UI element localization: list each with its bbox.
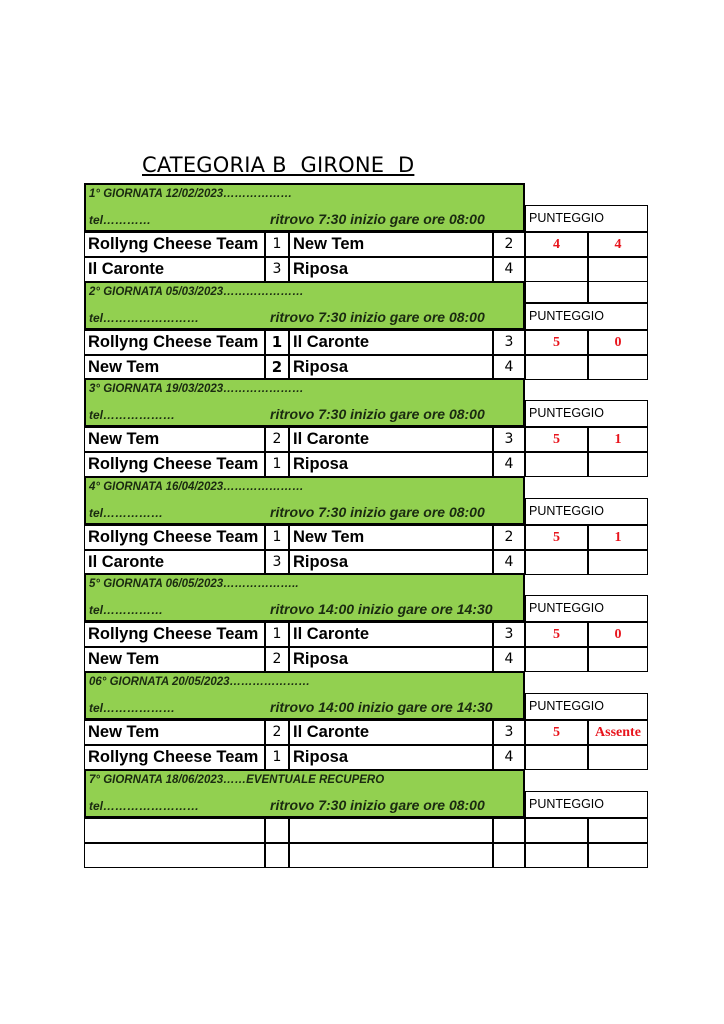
empty-cell (588, 281, 648, 303)
score-header: PUNTEGGIO (525, 205, 648, 232)
score-b (588, 818, 648, 843)
round-title: 06° GIORNATA 20/05/2023………………… (89, 676, 311, 688)
team-a-name: Rollyng Cheese Team (84, 452, 265, 477)
round-header (84, 281, 525, 330)
team-b-number: 4 (493, 550, 525, 575)
team-b-number: 3 (493, 330, 525, 355)
team-a-name: New Tem (84, 355, 265, 380)
team-b-number (493, 843, 525, 868)
team-b-name: Il Caronte (289, 720, 493, 745)
score-header: PUNTEGGIO (525, 791, 648, 818)
team-b-number: 4 (493, 355, 525, 380)
team-a-name: New Tem (84, 720, 265, 745)
team-a-number (265, 843, 289, 868)
score-a (525, 550, 588, 575)
team-b-name: New Tem (289, 525, 493, 550)
round-title: 1° GIORNATA 12/02/2023……………… (89, 188, 293, 200)
phone-label: tel…………… (89, 505, 164, 520)
score-b (588, 550, 648, 575)
team-b-number: 3 (493, 427, 525, 452)
meeting-time: ritrovo 7:30 inizio gare ore 08:00 (270, 503, 485, 520)
phone-label: tel……………… (89, 701, 176, 715)
phone-label: tel……………… (89, 408, 176, 423)
team-a-number: 2 (265, 427, 289, 452)
phone-label: tel………… (89, 213, 152, 227)
team-b-name: Il Caronte (289, 427, 493, 452)
score-b: 1 (588, 525, 648, 550)
team-a-number: 1 (265, 745, 289, 770)
team-a-name: Il Caronte (84, 550, 265, 575)
team-a-number: 1 (265, 525, 289, 550)
score-a (525, 647, 588, 672)
phone-label: tel…………… (89, 603, 164, 618)
score-b (588, 647, 648, 672)
score-a: 5 (525, 622, 588, 647)
team-a-name: Rollyng Cheese Team (84, 745, 265, 770)
team-b-number: 4 (493, 257, 525, 282)
team-b-name: Riposa (289, 257, 493, 282)
round-header (84, 671, 525, 720)
meeting-time: ritrovo 7:30 inizio gare ore 08:00 (270, 211, 485, 227)
meeting-time: ritrovo 7:30 inizio gare ore 08:00 (270, 308, 485, 325)
team-a-name: Il Caronte (84, 257, 265, 282)
round-header (84, 769, 525, 818)
round-header (84, 476, 525, 525)
team-b-number: 2 (493, 525, 525, 550)
team-b-number: 4 (493, 647, 525, 672)
team-a-name: Rollyng Cheese Team (84, 232, 265, 257)
team-b-name: Il Caronte (289, 622, 493, 647)
team-a-name: Rollyng Cheese Team (84, 622, 265, 647)
team-b-name: Riposa (289, 452, 493, 477)
round-title: 4° GIORNATA 16/04/2023………………… (89, 480, 304, 493)
team-a-name (84, 818, 265, 843)
score-a: 5 (525, 427, 588, 452)
team-a-number: 2 (265, 355, 289, 380)
score-b: 0 (588, 330, 648, 355)
score-a (525, 452, 588, 477)
team-a-name: New Tem (84, 647, 265, 672)
round-header (84, 573, 525, 622)
score-a: 5 (525, 720, 588, 745)
page-title: CATEGORIA B GIRONE D (142, 153, 415, 177)
score-b: 0 (588, 622, 648, 647)
team-b-number: 3 (493, 622, 525, 647)
score-b (588, 843, 648, 868)
score-b: 1 (588, 427, 648, 452)
meeting-time: ritrovo 7:30 inizio gare ore 08:00 (270, 796, 485, 813)
team-b-name (289, 843, 493, 868)
team-b-number (493, 818, 525, 843)
score-a: 5 (525, 330, 588, 355)
round-title: 2° GIORNATA 05/03/2023………………… (89, 285, 304, 298)
team-a-number: 1 (265, 232, 289, 257)
round-title: 5° GIORNATA 06/05/2023……………….. (89, 578, 299, 591)
empty-cell (525, 281, 588, 303)
phone-label: tel…………………… (89, 798, 200, 813)
team-b-number: 4 (493, 745, 525, 770)
round-title: 3° GIORNATA 19/03/2023………………… (89, 383, 304, 396)
team-b-name: Riposa (289, 550, 493, 575)
score-b: 4 (588, 232, 648, 257)
team-b-name: Riposa (289, 647, 493, 672)
score-header: PUNTEGGIO (525, 595, 648, 622)
score-header: PUNTEGGIO (525, 498, 648, 525)
score-header: PUNTEGGIO (525, 303, 648, 330)
score-a (525, 745, 588, 770)
team-b-name: Il Caronte (289, 330, 493, 355)
meeting-time: ritrovo 14:00 inizio gare ore 14:30 (270, 601, 493, 618)
team-b-number: 2 (493, 232, 525, 257)
team-b-name: Riposa (289, 745, 493, 770)
team-a-number: 2 (265, 720, 289, 745)
round-header (84, 378, 525, 427)
team-a-number: 3 (265, 550, 289, 575)
team-a-name: Rollyng Cheese Team (84, 525, 265, 550)
team-a-name (84, 843, 265, 868)
team-a-number: 3 (265, 257, 289, 282)
team-b-name (289, 818, 493, 843)
phone-label: tel…………………… (89, 310, 200, 325)
score-a (525, 257, 588, 282)
meeting-time: ritrovo 14:00 inizio gare ore 14:30 (270, 699, 493, 715)
team-a-name: New Tem (84, 427, 265, 452)
score-b: Assente (588, 720, 648, 745)
team-b-number: 3 (493, 720, 525, 745)
round-header (84, 183, 525, 232)
team-b-name: New Tem (289, 232, 493, 257)
score-a: 4 (525, 232, 588, 257)
team-a-number: 1 (265, 330, 289, 355)
score-a (525, 355, 588, 380)
round-title: 7° GIORNATA 18/06/2023……EVENTUALE RECUPERO (89, 773, 385, 786)
score-b (588, 452, 648, 477)
team-b-name: Riposa (289, 355, 493, 380)
team-a-number: 1 (265, 622, 289, 647)
score-a (525, 843, 588, 868)
team-b-number: 4 (493, 452, 525, 477)
team-a-number: 2 (265, 647, 289, 672)
score-b (588, 257, 648, 282)
team-a-number (265, 818, 289, 843)
score-header: PUNTEGGIO (525, 400, 648, 427)
team-a-name: Rollyng Cheese Team (84, 330, 265, 355)
score-b (588, 355, 648, 380)
meeting-time: ritrovo 7:30 inizio gare ore 08:00 (270, 406, 485, 423)
score-b (588, 745, 648, 770)
score-a: 5 (525, 525, 588, 550)
score-a (525, 818, 588, 843)
score-header: PUNTEGGIO (525, 693, 648, 720)
team-a-number: 1 (265, 452, 289, 477)
